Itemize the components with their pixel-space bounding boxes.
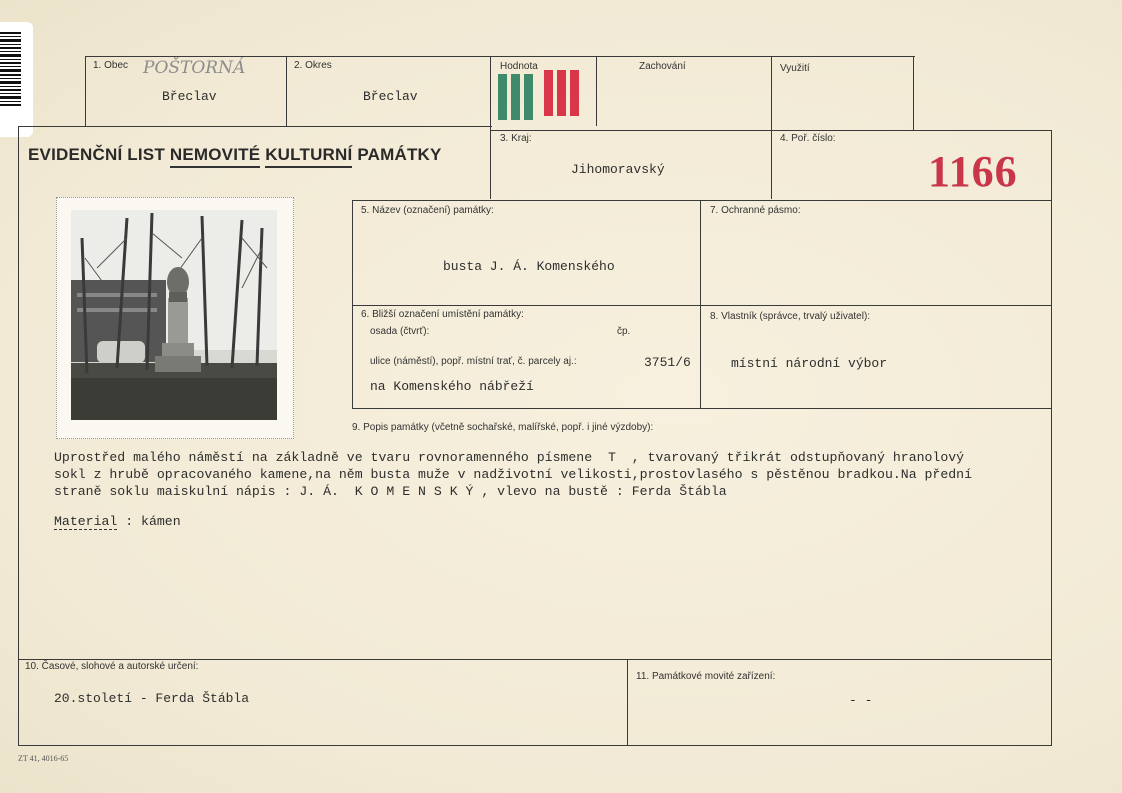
nazev-label: 5. Název (označení) památky: — [361, 205, 494, 216]
obec-value: Břeclav — [162, 89, 217, 104]
por-cislo-label: 4. Poř. číslo: — [780, 133, 836, 144]
form-title — [28, 145, 442, 165]
movite-value: - - — [849, 693, 873, 708]
kraj-label: 3. Kraj: — [500, 133, 532, 144]
title-part-1: EVIDENČNÍ LIST — [28, 145, 165, 164]
monument-photo — [57, 198, 293, 438]
kraj-value: Jihomoravský — [571, 162, 665, 177]
okres-label: 2. Okres — [294, 60, 332, 71]
popis-line-1: Uprostřed malého náměstí na základně ve tvaru rovnoramenného písmene T , tvarovaný třikrát odstupňovaný hranolový — [54, 450, 965, 465]
misto-value: na Komenského nábřeží — [370, 379, 534, 394]
title-part-3: KULTURNÍ — [265, 145, 352, 168]
nazev-value: busta J. Á. Komenského — [443, 259, 615, 274]
obec-handwritten-note: POŠTORNÁ — [143, 58, 246, 78]
urceni-value: 20.století - Ferda Štábla — [54, 691, 250, 706]
parcela-value: 3751/6 — [644, 355, 691, 370]
popis-line-2: sokl z hrubě opracovaného kamene,na něm busta muže v nadživotní velikosti,prostovlasého s pěstěnou bradkou.Na přední — [54, 467, 972, 482]
okres-value: Břeclav — [363, 89, 418, 104]
popis-line-3: straně soklu maiskulní nápis : J. Á. K O M E N S K Ý , vlevo na bustě : Ferda Štábla — [54, 484, 727, 499]
material-label: Material — [54, 514, 118, 529]
umisteni-label: 6. Bližší označení umístění památky: — [361, 309, 524, 320]
zachovani-label: Zachování — [639, 61, 686, 72]
vlastnik-value: místní národní výbor — [731, 356, 888, 371]
ulice-label: ulice (náměstí), popř. místní trať, č. parcely aj.: — [370, 356, 577, 367]
obec-label: 1. Obec — [93, 60, 129, 71]
material-row — [54, 514, 181, 529]
footer-code: ZT 41, 4016-65 — [18, 754, 69, 763]
barcode-icon — [0, 22, 33, 137]
popis-label: 9. Popis památky (včetně sochařské, malířské, popř. i jiné výzdoby): — [352, 422, 654, 433]
hodnota-marks — [496, 70, 588, 122]
osada-label: osada (čtvrť): — [370, 326, 430, 337]
title-part-4: PAMÁTKY — [357, 145, 442, 164]
urceni-label: 10. Časové, slohové a autorské určení: — [25, 661, 199, 672]
ochranne-pasmo-label: 7. Ochranné pásmo: — [710, 205, 801, 216]
title-part-2: NEMOVITÉ — [170, 145, 260, 168]
cp-label: čp. — [617, 326, 631, 337]
vlastnik-label: 8. Vlastník (správce, trvalý uživatel): — [710, 311, 871, 322]
monument-photo-frame — [56, 197, 294, 439]
material-value: : kámen — [117, 514, 181, 529]
barcode-sticker — [0, 22, 33, 137]
por-cislo-value: 1166 — [928, 147, 1018, 196]
hodnota-label: Hodnota — [500, 61, 538, 72]
movite-label: 11. Památkové movité zařízení: — [636, 671, 776, 682]
vyuziti-label: Využití — [780, 63, 810, 74]
